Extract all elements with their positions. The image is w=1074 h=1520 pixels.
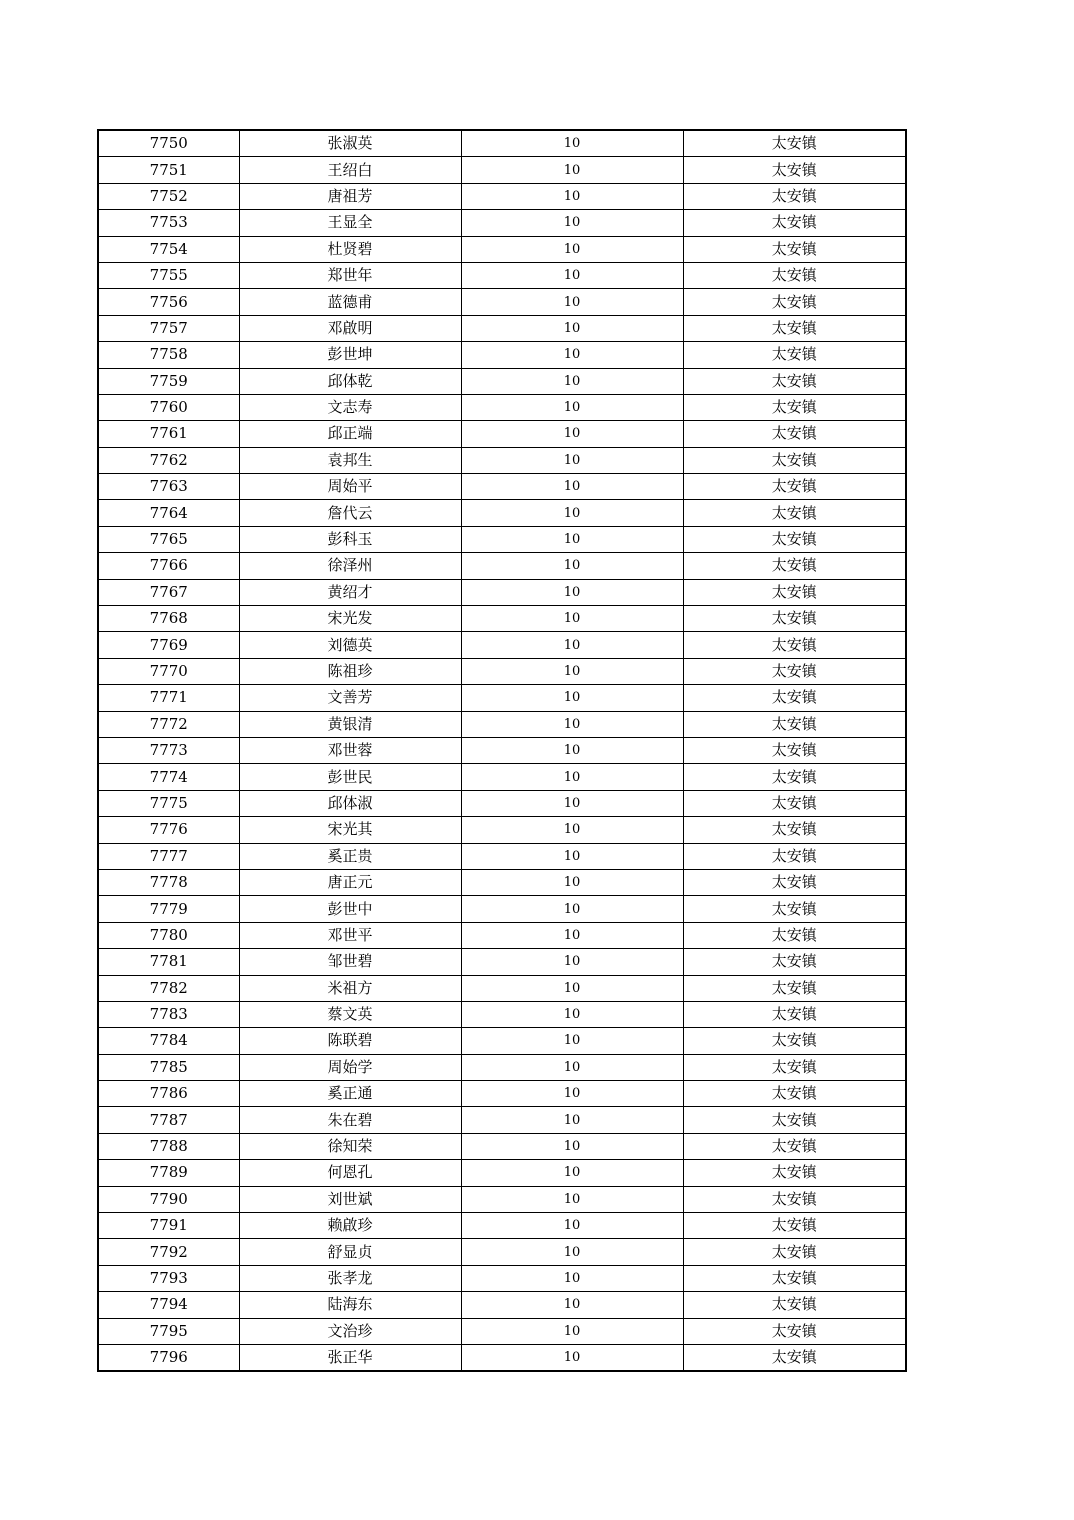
table-row xyxy=(98,1081,906,1107)
town-cell: 太安镇 xyxy=(683,1028,906,1054)
table-row xyxy=(98,1186,906,1212)
town-cell: 太安镇 xyxy=(683,737,906,763)
amount-cell: 10 xyxy=(461,368,683,394)
amount-cell: 10 xyxy=(461,632,683,658)
row-number-cell: 7765 xyxy=(98,526,239,552)
row-number-cell: 7752 xyxy=(98,183,239,209)
table-row xyxy=(98,289,906,315)
table-row xyxy=(98,606,906,632)
town-cell: 太安镇 xyxy=(683,1318,906,1344)
table-row xyxy=(98,1213,906,1239)
town-cell: 太安镇 xyxy=(683,790,906,816)
town-cell: 太安镇 xyxy=(683,869,906,895)
town-cell: 太安镇 xyxy=(683,500,906,526)
row-number-cell: 7781 xyxy=(98,949,239,975)
name-cell: 邱体淑 xyxy=(239,790,461,816)
town-cell: 太安镇 xyxy=(683,183,906,209)
name-cell: 徐泽州 xyxy=(239,553,461,579)
amount-cell: 10 xyxy=(461,1186,683,1212)
town-cell: 太安镇 xyxy=(683,949,906,975)
town-cell: 太安镇 xyxy=(683,236,906,262)
name-cell: 王绍白 xyxy=(239,157,461,183)
amount-cell: 10 xyxy=(461,315,683,341)
row-number-cell: 7782 xyxy=(98,975,239,1001)
town-cell: 太安镇 xyxy=(683,474,906,500)
table-row xyxy=(98,869,906,895)
town-cell: 太安镇 xyxy=(683,658,906,684)
table-row xyxy=(98,500,906,526)
row-number-cell: 7786 xyxy=(98,1081,239,1107)
name-cell: 邓世平 xyxy=(239,922,461,948)
name-cell: 张正华 xyxy=(239,1344,461,1371)
row-number-cell: 7760 xyxy=(98,394,239,420)
table-row xyxy=(98,368,906,394)
table-row xyxy=(98,526,906,552)
name-cell: 蓝德甫 xyxy=(239,289,461,315)
amount-cell: 10 xyxy=(461,447,683,473)
row-number-cell: 7750 xyxy=(98,130,239,157)
table-row xyxy=(98,790,906,816)
name-cell: 彭世民 xyxy=(239,764,461,790)
name-cell: 周始平 xyxy=(239,474,461,500)
table-row xyxy=(98,421,906,447)
town-cell: 太安镇 xyxy=(683,711,906,737)
name-cell: 邓世蓉 xyxy=(239,737,461,763)
name-cell: 朱在碧 xyxy=(239,1107,461,1133)
name-cell: 彭世中 xyxy=(239,896,461,922)
table-row xyxy=(98,342,906,368)
town-cell: 太安镇 xyxy=(683,421,906,447)
table-row xyxy=(98,1107,906,1133)
town-cell: 太安镇 xyxy=(683,447,906,473)
row-number-cell: 7773 xyxy=(98,737,239,763)
town-cell: 太安镇 xyxy=(683,130,906,157)
table-row xyxy=(98,394,906,420)
table-row xyxy=(98,922,906,948)
amount-cell: 10 xyxy=(461,1107,683,1133)
name-cell: 彭世坤 xyxy=(239,342,461,368)
town-cell: 太安镇 xyxy=(683,632,906,658)
name-cell: 邱体乾 xyxy=(239,368,461,394)
row-number-cell: 7791 xyxy=(98,1213,239,1239)
table-row xyxy=(98,1344,906,1371)
name-cell: 米祖方 xyxy=(239,975,461,1001)
town-cell: 太安镇 xyxy=(683,1213,906,1239)
amount-cell: 10 xyxy=(461,764,683,790)
name-cell: 蔡文英 xyxy=(239,1001,461,1027)
row-number-cell: 7764 xyxy=(98,500,239,526)
amount-cell: 10 xyxy=(461,843,683,869)
amount-cell: 10 xyxy=(461,289,683,315)
row-number-cell: 7751 xyxy=(98,157,239,183)
table-row xyxy=(98,474,906,500)
name-cell: 邱正端 xyxy=(239,421,461,447)
name-cell: 舒显贞 xyxy=(239,1239,461,1265)
amount-cell: 10 xyxy=(461,1133,683,1159)
roster-table-body xyxy=(98,130,906,1371)
row-number-cell: 7780 xyxy=(98,922,239,948)
town-cell: 太安镇 xyxy=(683,315,906,341)
town-cell: 太安镇 xyxy=(683,1001,906,1027)
amount-cell: 10 xyxy=(461,342,683,368)
name-cell: 詹代云 xyxy=(239,500,461,526)
row-number-cell: 7788 xyxy=(98,1133,239,1159)
town-cell: 太安镇 xyxy=(683,1239,906,1265)
amount-cell: 10 xyxy=(461,1081,683,1107)
row-number-cell: 7757 xyxy=(98,315,239,341)
name-cell: 陆海东 xyxy=(239,1292,461,1318)
town-cell: 太安镇 xyxy=(683,843,906,869)
amount-cell: 10 xyxy=(461,157,683,183)
name-cell: 张孝龙 xyxy=(239,1265,461,1291)
name-cell: 奚正通 xyxy=(239,1081,461,1107)
row-number-cell: 7758 xyxy=(98,342,239,368)
amount-cell: 10 xyxy=(461,1318,683,1344)
name-cell: 袁邦生 xyxy=(239,447,461,473)
amount-cell: 10 xyxy=(461,1213,683,1239)
row-number-cell: 7796 xyxy=(98,1344,239,1371)
table-row xyxy=(98,262,906,288)
row-number-cell: 7769 xyxy=(98,632,239,658)
table-row xyxy=(98,975,906,1001)
row-number-cell: 7763 xyxy=(98,474,239,500)
name-cell: 何恩孔 xyxy=(239,1160,461,1186)
row-number-cell: 7767 xyxy=(98,579,239,605)
town-cell: 太安镇 xyxy=(683,342,906,368)
name-cell: 宋光其 xyxy=(239,817,461,843)
town-cell: 太安镇 xyxy=(683,1081,906,1107)
table-row xyxy=(98,210,906,236)
roster-table xyxy=(97,129,907,1372)
town-cell: 太安镇 xyxy=(683,394,906,420)
amount-cell: 10 xyxy=(461,1054,683,1080)
row-number-cell: 7778 xyxy=(98,869,239,895)
town-cell: 太安镇 xyxy=(683,975,906,1001)
name-cell: 黄绍才 xyxy=(239,579,461,605)
town-cell: 太安镇 xyxy=(683,1107,906,1133)
table-row xyxy=(98,949,906,975)
name-cell: 彭科玉 xyxy=(239,526,461,552)
amount-cell: 10 xyxy=(461,1344,683,1371)
amount-cell: 10 xyxy=(461,394,683,420)
amount-cell: 10 xyxy=(461,1239,683,1265)
table-row xyxy=(98,130,906,157)
row-number-cell: 7756 xyxy=(98,289,239,315)
row-number-cell: 7789 xyxy=(98,1160,239,1186)
amount-cell: 10 xyxy=(461,658,683,684)
table-row xyxy=(98,579,906,605)
table-row xyxy=(98,843,906,869)
amount-cell: 10 xyxy=(461,790,683,816)
name-cell: 张淑英 xyxy=(239,130,461,157)
town-cell: 太安镇 xyxy=(683,817,906,843)
amount-cell: 10 xyxy=(461,896,683,922)
table-row xyxy=(98,817,906,843)
table-row xyxy=(98,764,906,790)
town-cell: 太安镇 xyxy=(683,685,906,711)
town-cell: 太安镇 xyxy=(683,289,906,315)
table-row xyxy=(98,236,906,262)
table-row xyxy=(98,658,906,684)
table-row xyxy=(98,737,906,763)
town-cell: 太安镇 xyxy=(683,157,906,183)
amount-cell: 10 xyxy=(461,737,683,763)
row-number-cell: 7777 xyxy=(98,843,239,869)
table-row xyxy=(98,553,906,579)
name-cell: 陈联碧 xyxy=(239,1028,461,1054)
row-number-cell: 7795 xyxy=(98,1318,239,1344)
table-row xyxy=(98,1133,906,1159)
row-number-cell: 7779 xyxy=(98,896,239,922)
table-row xyxy=(98,1160,906,1186)
amount-cell: 10 xyxy=(461,210,683,236)
amount-cell: 10 xyxy=(461,262,683,288)
name-cell: 杜贤碧 xyxy=(239,236,461,262)
amount-cell: 10 xyxy=(461,474,683,500)
table-row xyxy=(98,1292,906,1318)
amount-cell: 10 xyxy=(461,949,683,975)
row-number-cell: 7793 xyxy=(98,1265,239,1291)
amount-cell: 10 xyxy=(461,711,683,737)
amount-cell: 10 xyxy=(461,922,683,948)
row-number-cell: 7784 xyxy=(98,1028,239,1054)
table-row xyxy=(98,632,906,658)
name-cell: 唐正元 xyxy=(239,869,461,895)
amount-cell: 10 xyxy=(461,183,683,209)
amount-cell: 10 xyxy=(461,526,683,552)
row-number-cell: 7794 xyxy=(98,1292,239,1318)
name-cell: 文治珍 xyxy=(239,1318,461,1344)
town-cell: 太安镇 xyxy=(683,579,906,605)
town-cell: 太安镇 xyxy=(683,606,906,632)
name-cell: 徐知荣 xyxy=(239,1133,461,1159)
row-number-cell: 7762 xyxy=(98,447,239,473)
town-cell: 太安镇 xyxy=(683,368,906,394)
town-cell: 太安镇 xyxy=(683,1292,906,1318)
amount-cell: 10 xyxy=(461,553,683,579)
town-cell: 太安镇 xyxy=(683,262,906,288)
row-number-cell: 7759 xyxy=(98,368,239,394)
name-cell: 文善芳 xyxy=(239,685,461,711)
row-number-cell: 7787 xyxy=(98,1107,239,1133)
town-cell: 太安镇 xyxy=(683,210,906,236)
row-number-cell: 7792 xyxy=(98,1239,239,1265)
name-cell: 赖啟珍 xyxy=(239,1213,461,1239)
name-cell: 奚正贵 xyxy=(239,843,461,869)
table-row xyxy=(98,1054,906,1080)
row-number-cell: 7753 xyxy=(98,210,239,236)
amount-cell: 10 xyxy=(461,500,683,526)
table-row xyxy=(98,315,906,341)
town-cell: 太安镇 xyxy=(683,764,906,790)
town-cell: 太安镇 xyxy=(683,526,906,552)
amount-cell: 10 xyxy=(461,1001,683,1027)
town-cell: 太安镇 xyxy=(683,896,906,922)
amount-cell: 10 xyxy=(461,1265,683,1291)
amount-cell: 10 xyxy=(461,1292,683,1318)
row-number-cell: 7770 xyxy=(98,658,239,684)
town-cell: 太安镇 xyxy=(683,1344,906,1371)
table-row xyxy=(98,1318,906,1344)
name-cell: 邹世碧 xyxy=(239,949,461,975)
table-row xyxy=(98,1028,906,1054)
row-number-cell: 7768 xyxy=(98,606,239,632)
row-number-cell: 7775 xyxy=(98,790,239,816)
name-cell: 郑世年 xyxy=(239,262,461,288)
table-row xyxy=(98,447,906,473)
table-row xyxy=(98,1001,906,1027)
table-row xyxy=(98,1239,906,1265)
name-cell: 黄银清 xyxy=(239,711,461,737)
amount-cell: 10 xyxy=(461,975,683,1001)
town-cell: 太安镇 xyxy=(683,922,906,948)
table-row xyxy=(98,711,906,737)
name-cell: 刘德英 xyxy=(239,632,461,658)
town-cell: 太安镇 xyxy=(683,1133,906,1159)
amount-cell: 10 xyxy=(461,606,683,632)
table-row xyxy=(98,183,906,209)
row-number-cell: 7761 xyxy=(98,421,239,447)
amount-cell: 10 xyxy=(461,130,683,157)
table-row xyxy=(98,685,906,711)
row-number-cell: 7772 xyxy=(98,711,239,737)
row-number-cell: 7790 xyxy=(98,1186,239,1212)
name-cell: 陈祖珍 xyxy=(239,658,461,684)
amount-cell: 10 xyxy=(461,1028,683,1054)
amount-cell: 10 xyxy=(461,579,683,605)
name-cell: 周始学 xyxy=(239,1054,461,1080)
amount-cell: 10 xyxy=(461,236,683,262)
name-cell: 宋光发 xyxy=(239,606,461,632)
name-cell: 刘世斌 xyxy=(239,1186,461,1212)
table-row xyxy=(98,1265,906,1291)
table-row xyxy=(98,157,906,183)
amount-cell: 10 xyxy=(461,869,683,895)
amount-cell: 10 xyxy=(461,1160,683,1186)
name-cell: 唐祖芳 xyxy=(239,183,461,209)
row-number-cell: 7783 xyxy=(98,1001,239,1027)
row-number-cell: 7766 xyxy=(98,553,239,579)
town-cell: 太安镇 xyxy=(683,1186,906,1212)
town-cell: 太安镇 xyxy=(683,553,906,579)
row-number-cell: 7776 xyxy=(98,817,239,843)
amount-cell: 10 xyxy=(461,685,683,711)
name-cell: 王显全 xyxy=(239,210,461,236)
town-cell: 太安镇 xyxy=(683,1160,906,1186)
row-number-cell: 7785 xyxy=(98,1054,239,1080)
row-number-cell: 7755 xyxy=(98,262,239,288)
name-cell: 邓啟明 xyxy=(239,315,461,341)
amount-cell: 10 xyxy=(461,421,683,447)
name-cell: 文志寿 xyxy=(239,394,461,420)
row-number-cell: 7771 xyxy=(98,685,239,711)
amount-cell: 10 xyxy=(461,817,683,843)
row-number-cell: 7754 xyxy=(98,236,239,262)
town-cell: 太安镇 xyxy=(683,1054,906,1080)
row-number-cell: 7774 xyxy=(98,764,239,790)
town-cell: 太安镇 xyxy=(683,1265,906,1291)
table-row xyxy=(98,896,906,922)
